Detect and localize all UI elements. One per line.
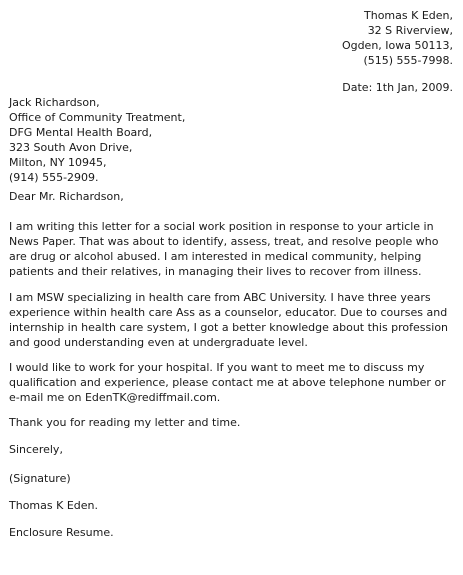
sender-street: 32 S Riverview, [367, 24, 453, 37]
thanks-line: Thank you for reading my letter and time. [9, 416, 241, 429]
recipient-street: 323 South Avon Drive, [9, 141, 133, 154]
recipient-board: DFG Mental Health Board, [9, 126, 153, 139]
recipient-name: Jack Richardson, [9, 96, 100, 109]
sender-phone: (515) 555-7998. [363, 54, 453, 67]
signature: (Signature) [9, 472, 71, 485]
recipient-phone: (914) 555-2909. [9, 171, 99, 184]
paragraph-2-line: internship in health care system, I got a better knowledge about this profession [9, 321, 449, 334]
paragraph-3-line: I would like to work for your hospital. If you want to meet me to discuss my [9, 361, 425, 374]
sender-name: Thomas K Eden, [364, 9, 453, 22]
recipient-city: Milton, NY 10945, [9, 156, 107, 169]
enclosure: Enclosure Resume. [9, 526, 114, 539]
paragraph-3-line: e-mail me on EdenTK@rediffmail.com. [9, 391, 221, 404]
sender-city: Ogden, Iowa 50113, [341, 39, 453, 52]
paragraph-2-line: experience within health care Ass as a counselor, educator. Due to courses and [9, 306, 448, 319]
paragraph-1-line: News Paper. That was about to identify, assess, treat, and resolve people who [9, 235, 439, 248]
paragraph-3-line: qualification and experience, please contact me at above telephone number or [9, 376, 446, 389]
closing: Sincerely, [9, 443, 63, 456]
paragraph-1-line: patients and their relatives, in managing their lives to recover from illness. [9, 265, 422, 278]
letter-date: Date: 1th Jan, 2009. [342, 81, 453, 94]
recipient-office: Office of Community Treatment, [9, 111, 186, 124]
signer-name: Thomas K Eden. [9, 499, 98, 512]
salutation: Dear Mr. Richardson, [9, 190, 124, 203]
paragraph-1-line: are drug or alcohol abused. I am interested in medical community, helping [9, 250, 422, 263]
paragraph-2-line: and good understanding even at undergraduate level. [9, 336, 308, 349]
paragraph-2-line: I am MSW specializing in health care from ABC University. I have three years [9, 291, 431, 304]
paragraph-1-line: I am writing this letter for a social work position in response to your article in [9, 220, 434, 233]
